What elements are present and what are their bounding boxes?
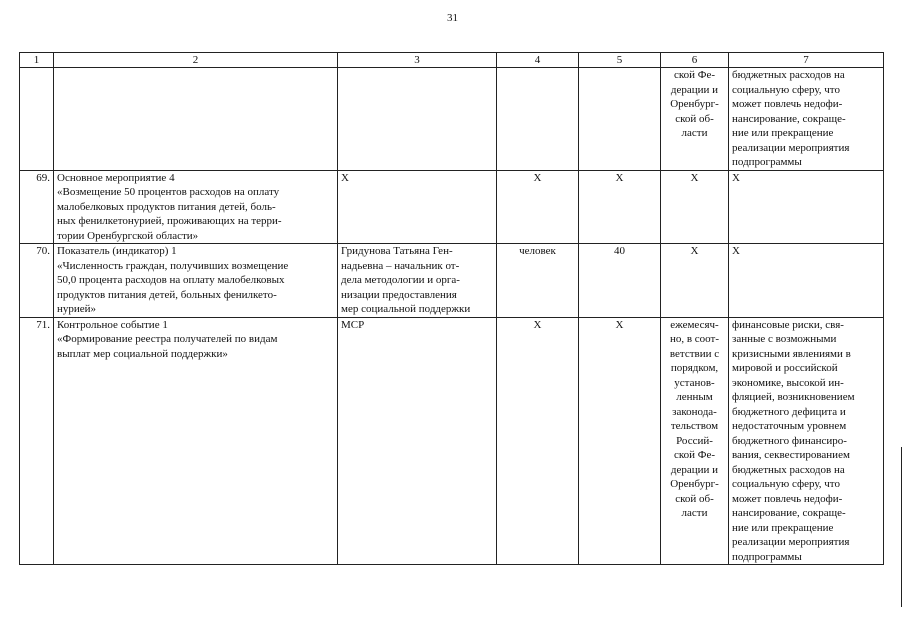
column-header-4: 4 [497, 53, 579, 68]
column-header-6: 6 [661, 53, 729, 68]
row-period: ежемесяч- но, в соот- ветствии с порядком, установ- ленным законода- тельством Россий- ской Фе- дерации и Оренбург- ской об- ласти [661, 317, 729, 565]
column-header-5: 5 [579, 53, 661, 68]
row-value: 40 [579, 244, 661, 318]
row-risks: финансовые риски, свя- занные с возможными кризисными явлениями в мировой и российской экономике, высокой ин- фляцией, возникновением бюджетного дефицита и недостаточным уровнем бюджетного финансиро- вания, секвестированием бюджетных расходов на социальную сферу, что может повлечь недофи- нансирование, сокраще- ние или прекращение реализации мероприятия подпрограммы [729, 317, 884, 565]
row-number: 70. [20, 244, 54, 318]
table-header-row [20, 53, 884, 68]
column-header-7: 7 [729, 53, 884, 68]
column-header-3: 3 [338, 53, 497, 68]
table-row-70 [20, 244, 884, 318]
row-unit: Х [497, 317, 579, 565]
row-description: Основное мероприятие 4 «Возмещение 50 процентов расходов на оплату малобелковых продуктов питания детей, боль- ных фенилкетонурией, проживающих на терри- тории Оренбургской области» [54, 170, 338, 244]
row-responsible: МСР [338, 317, 497, 565]
row-responsible: Х [338, 170, 497, 244]
table-row-69 [20, 170, 884, 244]
row-period: ской Фе- дерации и Оренбург- ской об- ласти [661, 68, 729, 171]
row-value [579, 68, 661, 171]
row-value: Х [579, 317, 661, 565]
row-responsible: Гридунова Татьяна Ген- надьевна – начальник от- дела методологии и орга- низации предоставления мер социальной поддержки [338, 244, 497, 318]
row-risks: Х [729, 170, 884, 244]
row-unit: человек [497, 244, 579, 318]
row-unit [497, 68, 579, 171]
row-number: 69. [20, 170, 54, 244]
row-description: Контрольное событие 1 «Формирование реестра получателей по видам выплат мер социальной поддержки» [54, 317, 338, 565]
row-number [20, 68, 54, 171]
measures-table [19, 52, 884, 565]
row-responsible [338, 68, 497, 171]
table-row-71 [20, 317, 884, 565]
page-number: 31 [447, 12, 458, 24]
page-edge-line [901, 447, 902, 607]
row-description [54, 68, 338, 171]
row-period: Х [661, 170, 729, 244]
row-value: Х [579, 170, 661, 244]
column-header-2: 2 [54, 53, 338, 68]
table-row-continuation [20, 68, 884, 171]
row-risks: бюджетных расходов на социальную сферу, что может повлечь недофи- нансирование, сокраще- ние или прекращение реализации мероприятия подпрограммы [729, 68, 884, 171]
row-risks: Х [729, 244, 884, 318]
row-number: 71. [20, 317, 54, 565]
row-period: Х [661, 244, 729, 318]
row-description: Показатель (индикатор) 1 «Численность граждан, получивших возмещение 50,0 процента расходов на оплату малобелковых продуктов питания детей, больных фенилкето- нурией» [54, 244, 338, 318]
row-unit: Х [497, 170, 579, 244]
column-header-1: 1 [20, 53, 54, 68]
